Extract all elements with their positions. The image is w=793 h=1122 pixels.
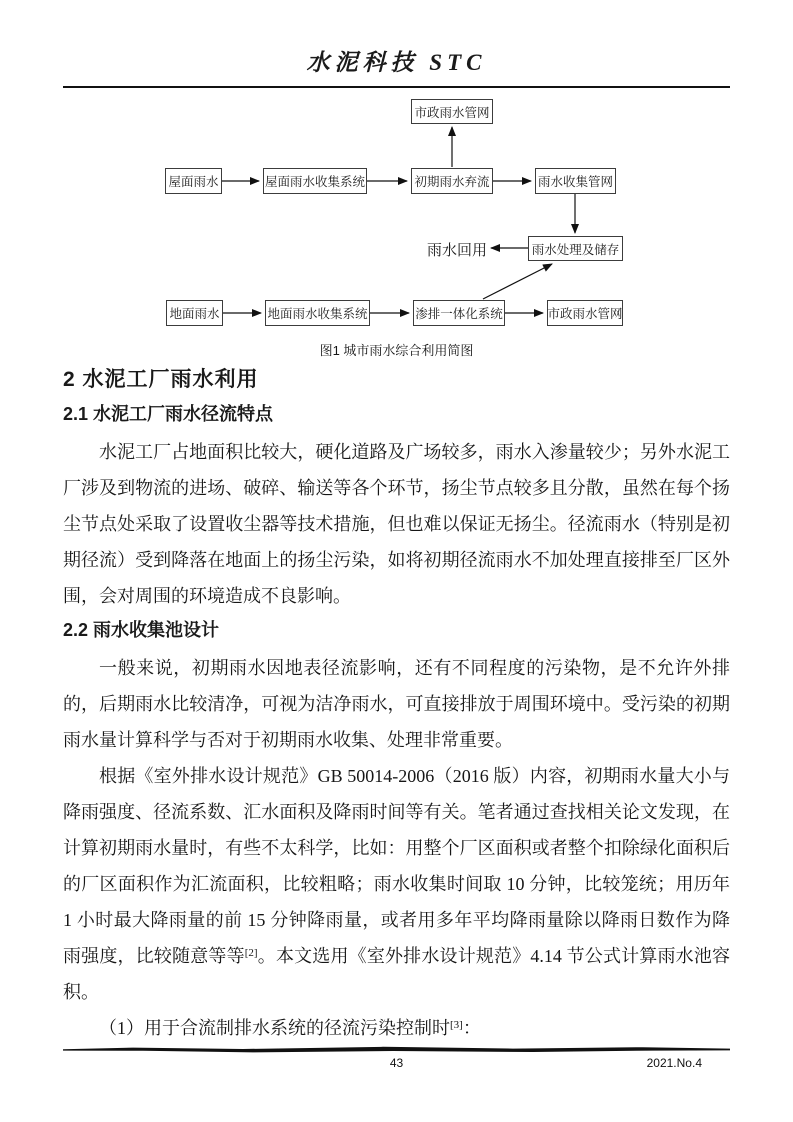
flow-node-initial-rain-diversion: 初期雨水弃流 [411, 168, 493, 194]
paragraph-text: 根据《室外排水设计规范》GB 50014-2006（2016 版）内容，初期雨水量大小与降雨强度、径流系数、汇水面积及降雨时间等有关。笔者通过查找相关论文发现，在计算初期雨水量时，有些不太科学，比如：用整个厂区面积或者整个扣除绿化面积后的厂区面积作为汇流面积，比较粗略；雨水收集时间取 10 分钟，比较笼统；用历年 1 小时最大降雨量的前 15 分钟降雨量，或者用多年平均降雨量除以降雨日数作为降雨强度，比较随意等等 [63, 766, 730, 966]
flow-node-municipal-network-top: 市政雨水管网 [411, 99, 493, 124]
footer-row [63, 1056, 730, 1072]
flow-node-roof-rain: 屋面雨水 [165, 168, 222, 194]
section-heading-2-2: 2.2 雨水收集池设计 [63, 620, 220, 640]
flow-node-ground-collection-system: 地面雨水收集系统 [265, 300, 370, 326]
paragraph-rain-volume-calculation [63, 758, 730, 1010]
citation-ref-3: [3] [450, 1019, 463, 1031]
journal-title: 水泥科技 STC [306, 50, 487, 75]
section-heading-2-1: 2.1 水泥工厂雨水径流特点 [63, 404, 274, 424]
flow-node-rain-treatment-storage: 雨水处理及储存 [528, 236, 623, 261]
section-heading-2: 2 水泥工厂雨水利用 [63, 368, 259, 391]
header-rule [63, 86, 730, 88]
footer-rule [63, 1046, 730, 1053]
list-item-text: （1）用于合流制排水系统的径流污染控制时 [99, 1018, 450, 1038]
paragraph-text: 。本文选用《室外排水设计规范》4.14 节公式计算雨水池容积。 [63, 946, 730, 1002]
flow-diagram [63, 96, 730, 342]
list-item-1-combined-system [63, 1010, 730, 1046]
paragraph-initial-rain-pollution: 一般来说，初期雨水因地表径流影响，还有不同程度的污染物，是不允许外排的，后期雨水比较清净，可视为洁净雨水，可直接排放于周围环境中。受污染的初期雨水量计算科学与否对于初期雨水收集、处理非常重要。 [63, 658, 730, 750]
citation-ref-2: [2] [244, 947, 258, 959]
flow-node-roof-collection-system: 屋面雨水收集系统 [263, 168, 367, 194]
flow-node-ground-rain: 地面雨水 [166, 300, 223, 326]
flow-node-rain-collection-network: 雨水收集管网 [535, 168, 616, 194]
flow-node-municipal-network-bottom: 市政雨水管网 [547, 300, 623, 326]
issue-number: 2021.No.4 [646, 1056, 702, 1070]
paragraph-runoff-characteristics: 水泥工厂占地面积比较大，硬化道路及广场较多，雨水入渗量较少；另外水泥工厂涉及到物流的进场、破碎、输送等各个环节，扬尘节点较多且分散，虽然在每个扬尘节点处采取了设置收尘器等技术措施，但也难以保证无扬尘。径流雨水（特别是初期径流）受到降落在地面上的扬尘污染，如将初期径流雨水不加处理直接排至厂区外围，会对周围的环境造成不良影响。 [63, 442, 730, 606]
list-item-text: ： [462, 1018, 481, 1038]
page-header [63, 44, 730, 88]
flow-arrows [63, 96, 730, 342]
figure-caption: 图1 城市雨水综合利用简图 [319, 343, 474, 358]
page-footer [63, 1046, 730, 1072]
flow-node-infiltration-drainage-system: 渗排一体化系统 [413, 300, 505, 326]
flow-label-rain-reuse: 雨水回用 [427, 243, 488, 259]
page-number: 43 [389, 1056, 404, 1070]
